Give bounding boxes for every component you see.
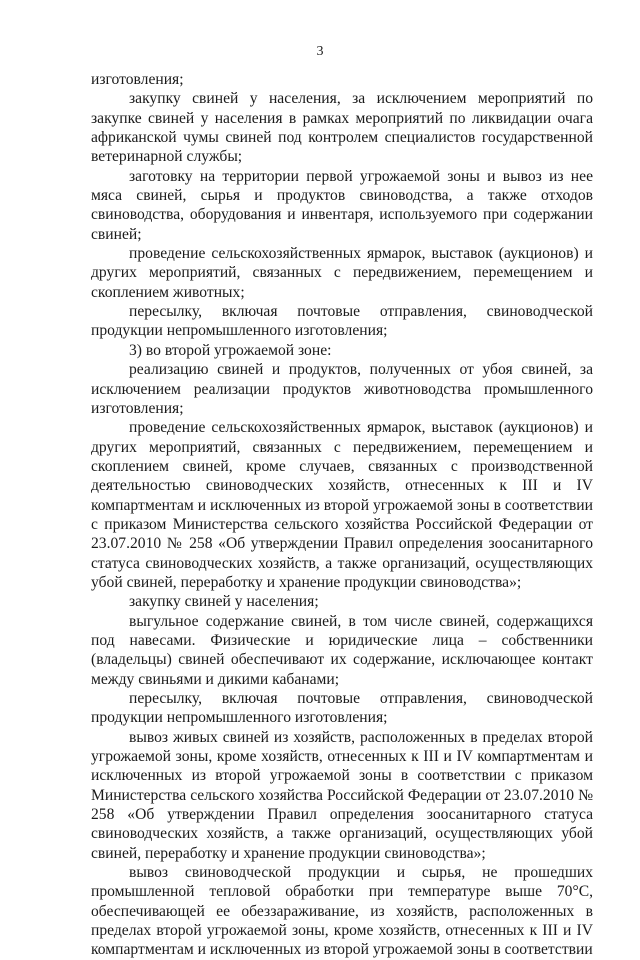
paragraph-sale-second-zone: реализацию свиней и продуктов, полученных от убоя свиней, за исключением реализации продуктов животноводства промышленного изготовления; (91, 361, 593, 417)
paragraph-continuation: изготовления; (91, 71, 184, 88)
paragraph-live-pig-export: вывоз живых свиней из хозяйств, расположенных в пределах второй угрожаемой зоны, кроме хозяйств, отнесенных к III и IV компартментам и исключенных из второй угрожаемой зоны в соответствии с приказом Министерства сельского хозяйства Российской Федерации от 23.07.2010 № 258 «Об утверждении Правил определения зоосанитарного статуса свиноводческих хозяйств, а также организаций, осуществляющих убой свиней, переработку и хранение продукции свиноводства»; (91, 728, 593, 862)
paragraph-raw-product-export: вывоз свиноводческой продукции и сырья, не прошедших промышленной тепловой обработки при температуре выше 70°С, обеспечивающей ее обеззараживание, из хозяйств, расположенных в пределах второй угрожаемой зоны, кроме хозяйств, отнесенных к III и IV компартментам и исключенных из второй угрожаемой зоны в соответствии (91, 864, 593, 959)
paragraph-mailing-second-zone: пересылку, включая почтовые отправления, свиноводческой продукции непромышленного изготовления; (91, 690, 593, 727)
paragraph-pig-purchase-second-zone: закупку свиней у населения; (129, 593, 319, 611)
paragraph-fairs-first-zone: проведение сельскохозяйственных ярмарок, выставок (аукционов) и других мероприятий, связанных с передвижением, перемещением и скоплением животных; (91, 245, 593, 301)
paragraph-second-zone-heading: 3) во второй угрожаемой зоне: (129, 341, 332, 359)
paragraph-mailing-first-zone: пересылку, включая почтовые отправления, свиноводческой продукции непромышленного изготовления; (91, 303, 593, 340)
paragraph-procurement-first-zone: заготовку на территории первой угрожаемой зоны и вывоз из нее мяса свиней, сырья и продуктов свиноводства, а также отходов свиноводства, оборудования и инвентаря, используемого при содержании свиней; (91, 167, 593, 243)
paragraph-pig-purchase-exception: закупку свиней у населения, за исключением мероприятий по закупке свиней у населения в рамках мероприятий по ликвидации очага африканской чумы свиней под контролем специалистов государственной ветеринарной службы; (91, 90, 593, 166)
paragraph-fairs-second-zone: проведение сельскохозяйственных ярмарок, выставок (аукционов) и других мероприятий, связанных с передвижением, перемещением и скоплением свиней, кроме случаев, связанных с производственной деятельностью свиноводческих хозяйств, отнесенных к III и IV компартментам и исключенных из второй угрожаемой зоны в соответствии с приказом Министерства сельского хозяйства Российской Федерации от 23.07.2010 № 258 «Об утверждении Правил определения зоосанитарного статуса свиноводческих хозяйств, а также организаций, осуществляющих убой свиней, переработку и хранение продукции свиноводства»; (91, 419, 593, 591)
page-number: 3 (316, 44, 324, 59)
document-body (91, 70, 593, 960)
paragraph-free-range-keeping: выгульное содержание свиней, в том числе свиней, содержащихся под навесами. Физические и юридические лица – собственники (владельцы) свиней обеспечивают их содержание, исключающее контакт между свиньями и дикими кабанами; (91, 612, 593, 688)
